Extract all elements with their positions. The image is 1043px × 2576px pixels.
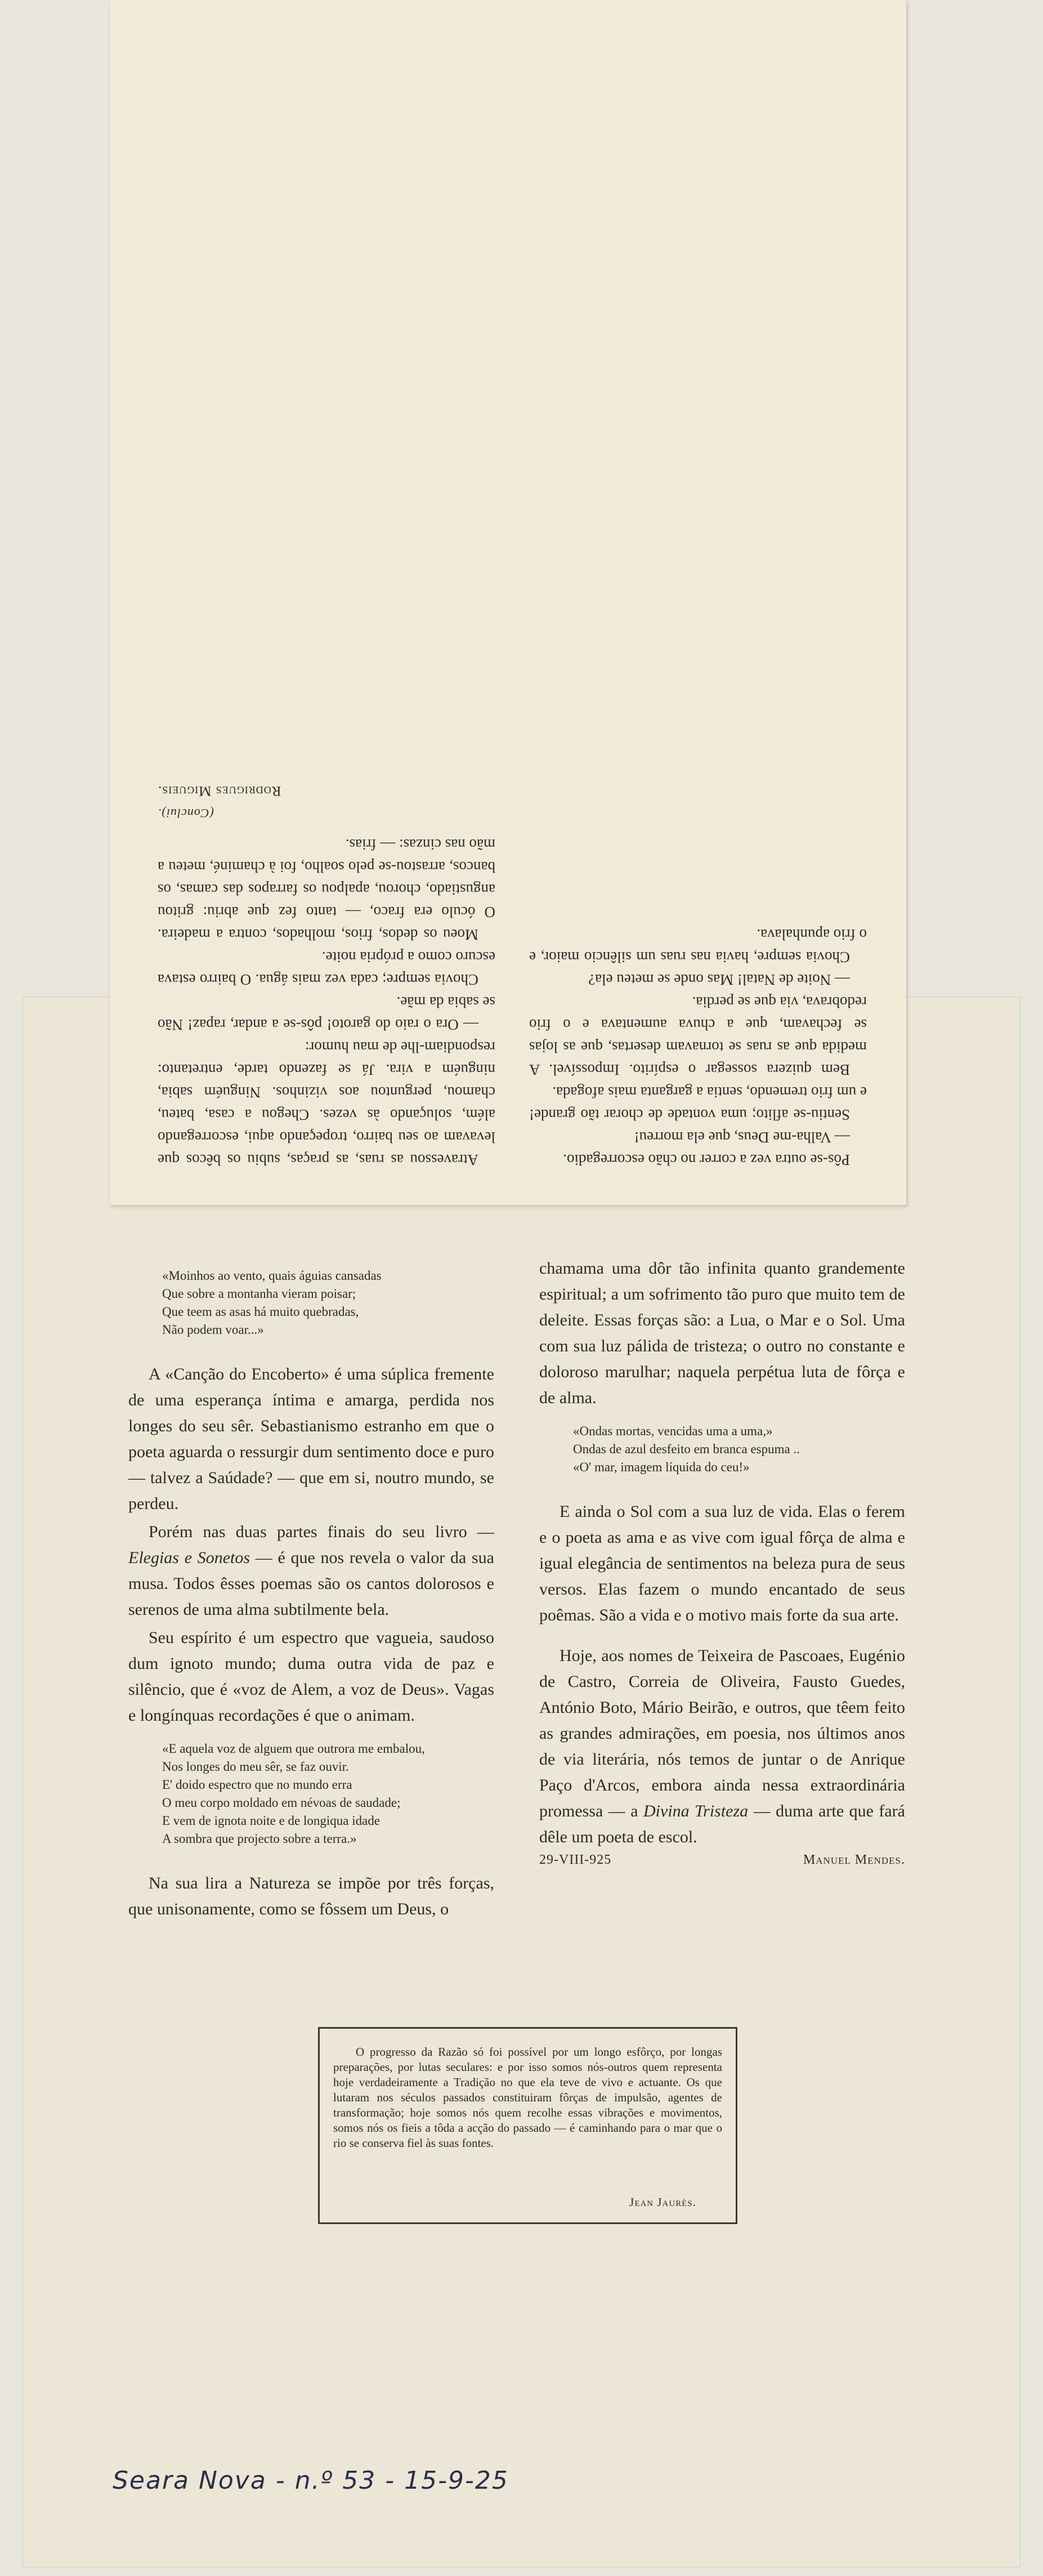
verse-line: A sombra que projecto sobre a terra.»: [162, 1832, 357, 1846]
jaures-quote-box: [318, 2027, 737, 2224]
clipping-paragraph: Bem quizera sossegar o espírito. Impossível. A medida que as ruas se tornavam desertas, que as lojas se fechavam, que a chuva aumentava e o frio redobrava, via que se perdia.: [529, 994, 867, 1078]
verse-line: Que teem as asas há muito quebradas,: [162, 1305, 359, 1319]
clipping-paragraph: Sentiu-se aflito; uma vontade de chorar tão grande! e um frio tremendo, sentia a garganta mais afogada.: [529, 1084, 867, 1123]
article-column-left: [128, 1256, 494, 1925]
verse-line: Nos longes do meu sêr, se faz ouvir.: [162, 1760, 349, 1774]
article-author: Manuel Mendes.: [803, 1852, 905, 1867]
clipping-rotated-content: [110, 0, 906, 1205]
article-paragraph: Na sua lira a Natureza se impõe por três forças, que unisonamente, como se fôssem um Deus, o: [128, 1874, 494, 1918]
verse-line: E' doido espectro que no mundo erra: [162, 1778, 352, 1792]
book-title: Elegias e Sonetos: [128, 1548, 250, 1567]
verse-line: «Moinhos ao vento, quais águias cansadas: [162, 1269, 382, 1283]
article-paragraph: Porém nas duas partes finais do seu livro — Elegias e Sonetos — é que nos revela o valor da sua musa. Todos êsses poemas são os cantos dolorosos e serenos de uma alma subtilmente bela.: [128, 1523, 494, 1619]
clipping-author: Rodrigues Migueis.: [158, 783, 281, 798]
handwritten-annotation: Seara Nova - n.º 53 - 15-9-25: [113, 2466, 509, 2495]
clipping-paragraph: Pôs-se outra vez a correr no chão escorregadio.: [563, 1151, 850, 1168]
verse-line: O meu corpo moldado em névoas de saudade;: [162, 1796, 401, 1810]
quote-author: Jean Jaurès.: [629, 2195, 696, 2209]
clipping-continued-label: (Conclui).: [158, 806, 214, 820]
article-paragraph: A «Canção do Encoberto» é uma súplica fremente de uma esperança íntima e amarga, perdida nos longes do seu sêr. Sebastianismo estranho em que o poeta aguarda o ressurgir dum sentimento doce e puro — talvez a Saúdade? — que em si, noutro mundo, se perdeu.: [128, 1365, 494, 1513]
clipping-column-2: [158, 779, 495, 1171]
clipping-paragraph: — Noite de Natal! Mas onde se meteu ela?: [588, 971, 850, 988]
verse-line: Ondas de azul desfeito em branca espuma ..: [573, 1442, 800, 1456]
clipping-paragraph: — Valha-me Deus, que ela morreu!: [634, 1129, 850, 1146]
article-paragraph: Hoje, aos nomes de Teixeira de Pascoaes, Eugénio de Castro, Correia de Oliveira, Fausto Guedes, António Boto, Mário Beirão, e outros, que têem feito as grandes admirações, em poesia, nos últimos anos de via literária, nós temos de juntar o de Anrique Paço d'Arcos, embora ainda nessa extraordinária promessa — a Divina Tristeza — duma arte que fará dêle um poeta de escol.: [539, 1646, 905, 1846]
verse-line: E vem de ignota noite e de longiqua idade: [162, 1814, 381, 1828]
article-date: 29-VIII-925: [539, 1852, 612, 1867]
clipping-paragraph: Chovia sempre, havia nas ruas um silêncio maior, e o frio apunhalava.: [529, 926, 867, 966]
verse-line: «E aquela voz de alguem que outrora me embalou,: [162, 1742, 425, 1756]
article-paragraph: Seu espírito é um espectro que vagueia, saudoso dum ignoto mundo; duma outra vida de paz e silêncio, que é «voz de Alem, a voz de Deus». Vagas e longínquas recordações é que o animam.: [128, 1628, 494, 1725]
quote-text: O progresso da Razão só foi possível por um longo esfôrço, por longas preparações, por lutas seculares: e por isso somos nós-outros quem representa hoje verdadeiramente a Tradição no que ela teve de vivo e actuante. Os que lutaram nos séculos passados constituiram fôrças de impulsão, agentes de transformação; hoje somos nós quem recolhe essas vibrações e movimentos, somos nós os fieis a tôda a acção do passado — é caminhando para o mar que o rio se conserva fiel às suas fontes.: [333, 2045, 722, 2150]
article-paragraph: chamama uma dôr tão infinita quanto grandemente espiritual; a um sofrimento tão puro que muito tem de deleite. Essas forças são: a Lua, o Mar e o Sol. Uma com sua luz pálida de tristeza; o outro no constante e doloroso marulhar; naquela perpétua luta de fôrça e de alma.: [539, 1259, 905, 1407]
clipping-paragraph: Chovia sempre; cada vez mais água. O bairro estava escuro como a própria noite.: [158, 949, 495, 988]
clipping-column-1: [529, 923, 867, 1171]
verse-quote-3: [573, 1422, 905, 1476]
verse-quote-1: [162, 1267, 494, 1339]
book-title: Divina Tristeza: [643, 1802, 749, 1820]
verse-quote-2: [162, 1740, 494, 1848]
verse-line: Não podem voar...»: [162, 1323, 264, 1337]
article-paragraph: E ainda o Sol com a sua luz de vida. Elas o ferem e o poeta as ama e as vive com igual fôrça de alma e igual elegância de sentimentos na beleza pura de seus versos. Elas fazem o mundo encantado de seus poêmas. São a vida e o motivo mais forte da sua arte.: [539, 1502, 905, 1624]
verse-line: Que sobre a montanha vieram poisar;: [162, 1287, 356, 1301]
clipping-paragraph: Moeu os dedos, frios, molhados, contra a madeira. O óculo era fraco, — tanto fez que abriu: gritou angustiado, chorou, apalpou os farrapos das camas, os bancos, arrastou-se pelo soalho, foi à chaminé, meteu a mão nas cinzas: — frias.: [158, 836, 495, 943]
clipping-paragraph: Atravessou as ruas, as praças, subiu os bêcos que levavam ao seu bairro, tropeçando aqui, escorregando além, soluçando às vezes. Chegou a casa, bateu, chamou, perguntou aos vizinhos. Ninguém sabia, ninguém a vira. Já se fazendo tarde, entretanto: respondiam-lhe de mau humor:: [158, 1039, 495, 1168]
clipping-paragraph: — Ora o raio do garoto! pôs-se a andar, rapaz! Não se sabia da mãe.: [158, 994, 495, 1033]
article-column-right: [539, 1256, 905, 1852]
verse-line: «O' mar, imagem líquida do ceu!»: [573, 1460, 750, 1474]
clipping-signoff: [158, 779, 495, 824]
upside-down-clipping: [110, 0, 906, 1205]
verse-line: «Ondas mortas, vencidas uma a uma,»: [573, 1424, 773, 1438]
